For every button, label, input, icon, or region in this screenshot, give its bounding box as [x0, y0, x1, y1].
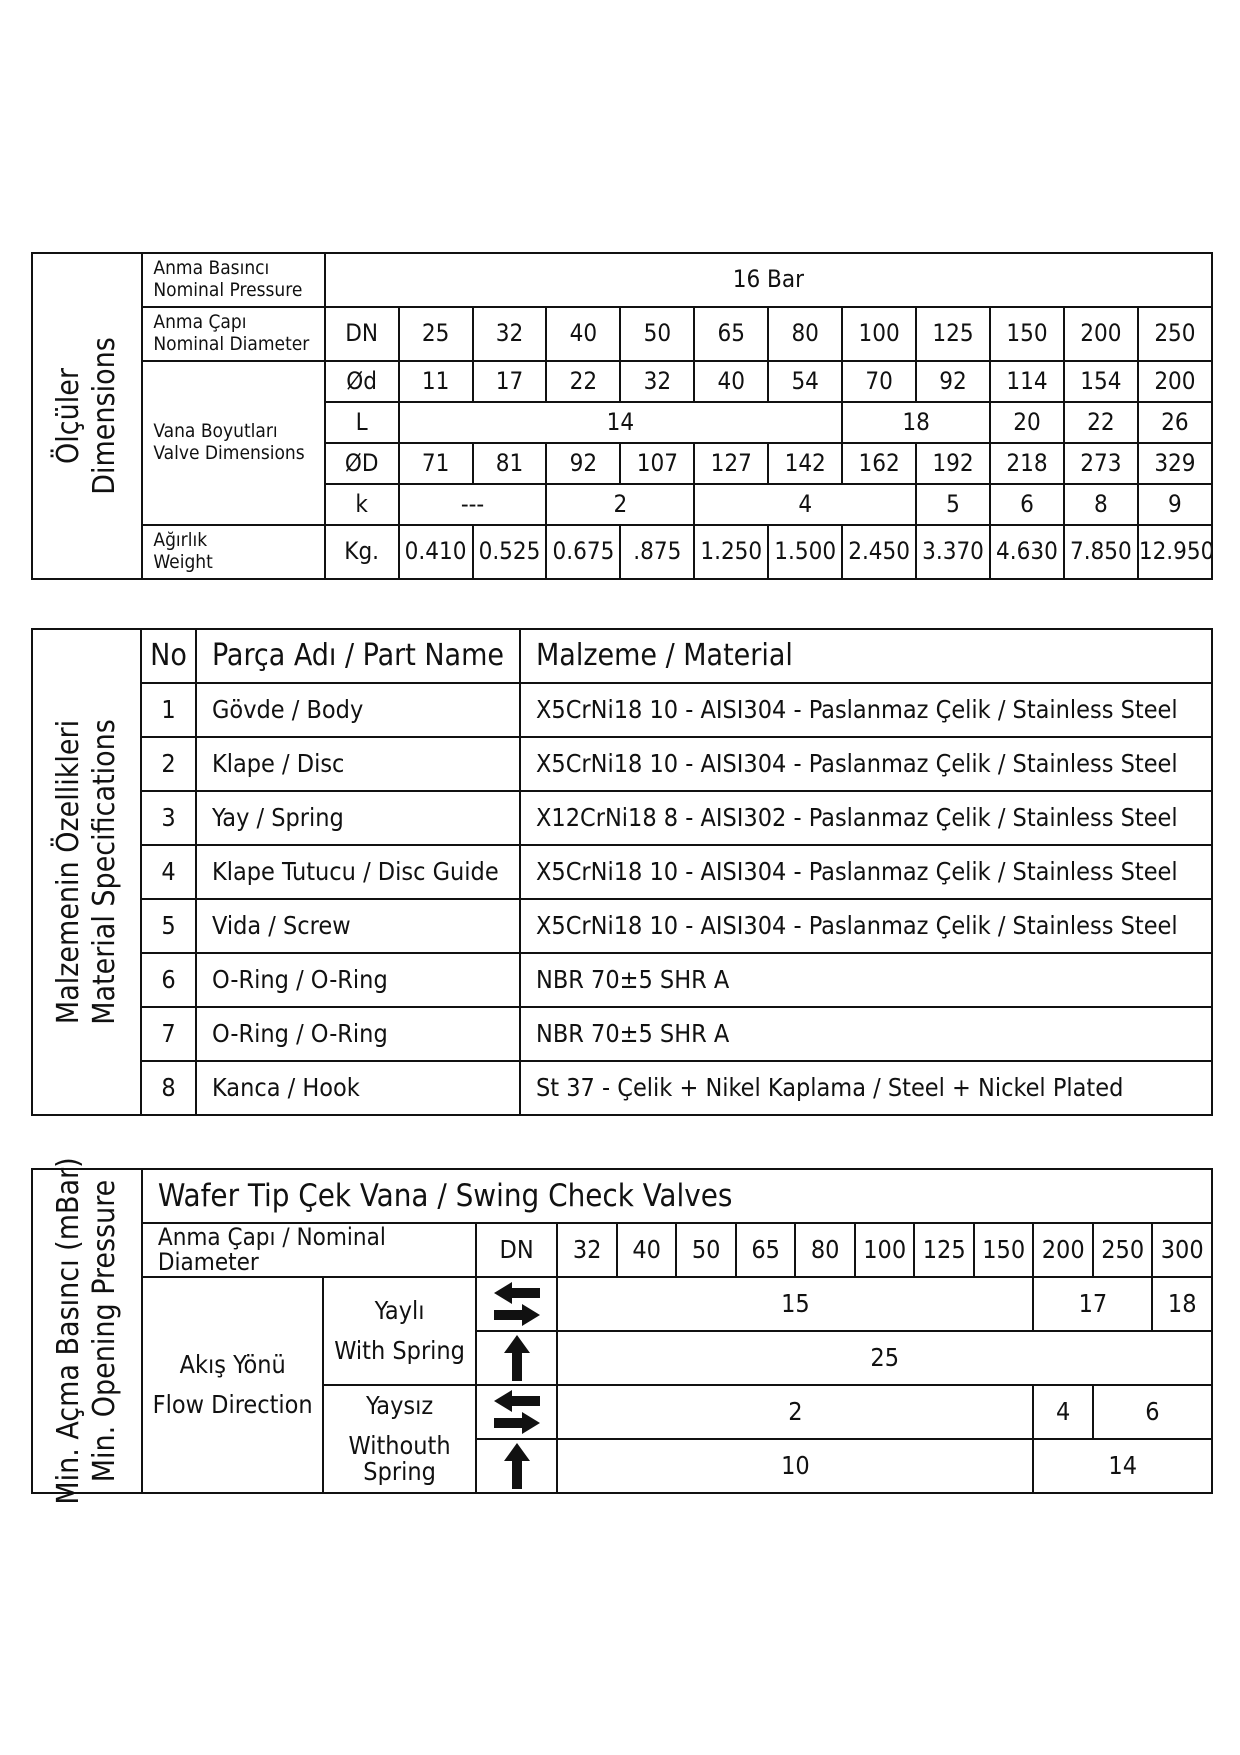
header-no: No — [141, 629, 196, 683]
l-cell: 14 — [399, 402, 843, 443]
od-small-label: Ød — [325, 361, 399, 402]
row-part: O-Ring / O-Ring — [196, 1007, 520, 1061]
row-no: 7 — [141, 1007, 196, 1061]
valve-dimensions-label — [142, 361, 324, 525]
label-en: Flow Direction — [152, 1390, 313, 1419]
dn-cell: 125 — [914, 1223, 974, 1277]
l-cell: 18 — [842, 402, 990, 443]
od-small-cell: 54 — [768, 361, 842, 402]
dn-cell: 200 — [1033, 1223, 1093, 1277]
weight-label — [142, 525, 324, 579]
label-en: Valve Dimensions — [153, 442, 305, 464]
vertical-up-arrow-icon — [476, 1439, 558, 1493]
dn-cell: 50 — [676, 1223, 736, 1277]
label-tr: Anma Basıncı — [153, 257, 270, 280]
dn-label: DN — [325, 307, 399, 361]
k-cell: 6 — [990, 484, 1064, 525]
weight-cell: .875 — [620, 525, 694, 579]
weight-cell: 1.500 — [768, 525, 842, 579]
od-big-cell: 142 — [768, 443, 842, 484]
pressure-cell: 14 — [1033, 1439, 1212, 1493]
od-big-cell: 81 — [473, 443, 547, 484]
materials-table — [31, 628, 1213, 1116]
label-en: Nominal Pressure — [153, 279, 303, 301]
od-small-cell: 154 — [1064, 361, 1138, 402]
row-material: NBR 70±5 SHR A — [520, 1007, 1212, 1061]
row-part: Kanca / Hook — [196, 1061, 520, 1115]
materials-side-label — [32, 629, 141, 1115]
with-spring-label — [323, 1277, 475, 1385]
dn-cell: 40 — [546, 307, 620, 361]
dn-cell: 65 — [736, 1223, 796, 1277]
weight-cell: 7.850 — [1064, 525, 1138, 579]
l-label: L — [325, 402, 399, 443]
od-big-cell: 192 — [916, 443, 990, 484]
nominal-diameter-label: Anma Çapı / Nominal Diameter — [142, 1223, 476, 1277]
od-big-cell: 329 — [1138, 443, 1212, 484]
dimensions-table — [31, 252, 1213, 580]
dn-cell: 125 — [916, 307, 990, 361]
l-cell: 20 — [990, 402, 1064, 443]
row-no: 3 — [141, 791, 196, 845]
od-small-cell: 40 — [694, 361, 768, 402]
dn-cell: 150 — [990, 307, 1064, 361]
dn-cell: 65 — [694, 307, 768, 361]
pressure-cell: 2 — [557, 1385, 1033, 1439]
table-row — [32, 1061, 1212, 1115]
dimensions-section — [31, 252, 1213, 580]
opening-pressure-section — [31, 1157, 1213, 1505]
row-part: Klape / Disc — [196, 737, 520, 791]
row-part: Vida / Screw — [196, 899, 520, 953]
label-tr: Vana Boyutları — [153, 420, 278, 443]
k-cell: 2 — [546, 484, 694, 525]
opening-pressure-table — [31, 1157, 1213, 1505]
k-cell: --- — [399, 484, 547, 525]
od-small-cell: 17 — [473, 361, 547, 402]
horizontal-flow-arrows-icon — [476, 1385, 558, 1439]
dn-label: DN — [476, 1223, 558, 1277]
dn-cell: 32 — [473, 307, 547, 361]
pressure-cell: 17 — [1033, 1277, 1152, 1331]
od-small-cell: 70 — [842, 361, 916, 402]
side-label-en: Dimensions — [87, 337, 123, 495]
flow-direction-label — [142, 1277, 324, 1493]
side-label-en: Min. Opening Pressure — [86, 1179, 122, 1483]
dn-cell: 100 — [855, 1223, 915, 1277]
table-row — [32, 845, 1212, 899]
label-en: Weight — [153, 551, 213, 573]
k-cell: 8 — [1064, 484, 1138, 525]
dn-cell: 25 — [399, 307, 473, 361]
row-material: X12CrNi18 8 - AISI302 - Paslanmaz Çelik / Stainless Steel — [520, 791, 1212, 845]
table-row — [32, 953, 1212, 1007]
k-cell: 4 — [694, 484, 916, 525]
header-material: Malzeme / Material — [520, 629, 1212, 683]
side-label-tr: Min. Açma Basıncı (mBar) — [50, 1157, 86, 1505]
pressure-cell: 25 — [557, 1331, 1212, 1385]
od-small-cell: 22 — [546, 361, 620, 402]
weight-cell: 3.370 — [916, 525, 990, 579]
l-cell: 22 — [1064, 402, 1138, 443]
weight-unit: Kg. — [325, 525, 399, 579]
row-material: X5CrNi18 10 - AISI304 - Paslanmaz Çelik / Stainless Steel — [520, 737, 1212, 791]
pressure-cell: 15 — [557, 1277, 1033, 1331]
row-material: St 37 - Çelik + Nikel Kaplama / Steel + Nickel Plated — [520, 1061, 1212, 1115]
nominal-diameter-label — [142, 307, 324, 361]
od-big-cell: 273 — [1064, 443, 1138, 484]
dn-cell: 80 — [768, 307, 842, 361]
k-cell: 9 — [1138, 484, 1212, 525]
row-no: 8 — [141, 1061, 196, 1115]
dn-cell: 100 — [842, 307, 916, 361]
pressure-cell: 10 — [557, 1439, 1033, 1493]
od-small-cell: 114 — [990, 361, 1064, 402]
dn-cell: 40 — [617, 1223, 677, 1277]
row-no: 2 — [141, 737, 196, 791]
weight-cell: 0.525 — [473, 525, 547, 579]
pressure-cell: 18 — [1152, 1277, 1212, 1331]
row-material: X5CrNi18 10 - AISI304 - Paslanmaz Çelik / Stainless Steel — [520, 683, 1212, 737]
row-no: 1 — [141, 683, 196, 737]
od-small-cell: 200 — [1138, 361, 1212, 402]
label-en: Nominal Diameter — [153, 333, 310, 355]
label-tr: Akış Yönü — [179, 1349, 286, 1379]
table-row — [32, 791, 1212, 845]
label-tr: Yaysız — [366, 1390, 434, 1420]
nominal-pressure-value: 16 Bar — [325, 253, 1212, 307]
row-material: X5CrNi18 10 - AISI304 - Paslanmaz Çelik / Stainless Steel — [520, 845, 1212, 899]
l-cell: 26 — [1138, 402, 1212, 443]
row-part: Yay / Spring — [196, 791, 520, 845]
dn-cell: 250 — [1093, 1223, 1153, 1277]
row-no: 6 — [141, 953, 196, 1007]
od-small-cell: 32 — [620, 361, 694, 402]
dn-cell: 50 — [620, 307, 694, 361]
nominal-pressure-label — [142, 253, 324, 307]
side-label-en: Material Specifications — [86, 719, 122, 1025]
header-part-name: Parça Adı / Part Name — [196, 629, 520, 683]
weight-cell: 4.630 — [990, 525, 1064, 579]
table-row — [32, 1007, 1212, 1061]
dn-cell: 200 — [1064, 307, 1138, 361]
k-label: k — [325, 484, 399, 525]
valve-type-title: Wafer Tip Çek Vana / Swing Check Valves — [142, 1169, 1212, 1223]
od-big-cell: 71 — [399, 443, 473, 484]
table-row — [32, 737, 1212, 791]
od-big-label: ØD — [325, 443, 399, 484]
od-big-cell: 92 — [546, 443, 620, 484]
pressure-cell: 6 — [1093, 1385, 1212, 1439]
table-row — [32, 899, 1212, 953]
weight-cell: 0.410 — [399, 525, 473, 579]
row-material: X5CrNi18 10 - AISI304 - Paslanmaz Çelik / Stainless Steel — [520, 899, 1212, 953]
weight-cell: 1.250 — [694, 525, 768, 579]
k-cell: 5 — [916, 484, 990, 525]
vertical-up-arrow-icon — [476, 1331, 558, 1385]
od-big-cell: 162 — [842, 443, 916, 484]
weight-cell: 2.450 — [842, 525, 916, 579]
dn-cell: 32 — [557, 1223, 617, 1277]
od-big-cell: 218 — [990, 443, 1064, 484]
dn-cell: 300 — [1152, 1223, 1212, 1277]
table-row — [32, 683, 1212, 737]
label-tr: Yaylı — [374, 1295, 425, 1325]
od-big-cell: 127 — [694, 443, 768, 484]
row-no: 5 — [141, 899, 196, 953]
row-part: Gövde / Body — [196, 683, 520, 737]
label-tr: Anma Çapı — [153, 311, 247, 334]
pressure-cell: 4 — [1033, 1385, 1093, 1439]
materials-section — [31, 628, 1213, 1116]
label-tr: Ağırlık — [153, 529, 208, 552]
opening-side-label — [32, 1157, 142, 1505]
weight-cell: 12.950 — [1138, 525, 1212, 579]
od-small-cell: 11 — [399, 361, 473, 402]
dn-cell: 250 — [1138, 307, 1212, 361]
label-en: With Spring — [334, 1336, 465, 1365]
row-part: Klape Tutucu / Disc Guide — [196, 845, 520, 899]
dn-cell: 80 — [795, 1223, 855, 1277]
row-material: NBR 70±5 SHR A — [520, 953, 1212, 1007]
side-label-tr: Malzemenin Özellikleri — [50, 719, 86, 1025]
od-big-cell: 107 — [620, 443, 694, 484]
row-part: O-Ring / O-Ring — [196, 953, 520, 1007]
label-en: Withouth Spring — [348, 1430, 451, 1487]
od-small-cell: 92 — [916, 361, 990, 402]
row-no: 4 — [141, 845, 196, 899]
weight-cell: 0.675 — [546, 525, 620, 579]
horizontal-flow-arrows-icon — [476, 1277, 558, 1331]
dimensions-side-label — [32, 253, 142, 579]
dn-cell: 150 — [974, 1223, 1034, 1277]
without-spring-label — [323, 1385, 475, 1493]
side-label-tr: Ölçüler — [51, 368, 87, 464]
